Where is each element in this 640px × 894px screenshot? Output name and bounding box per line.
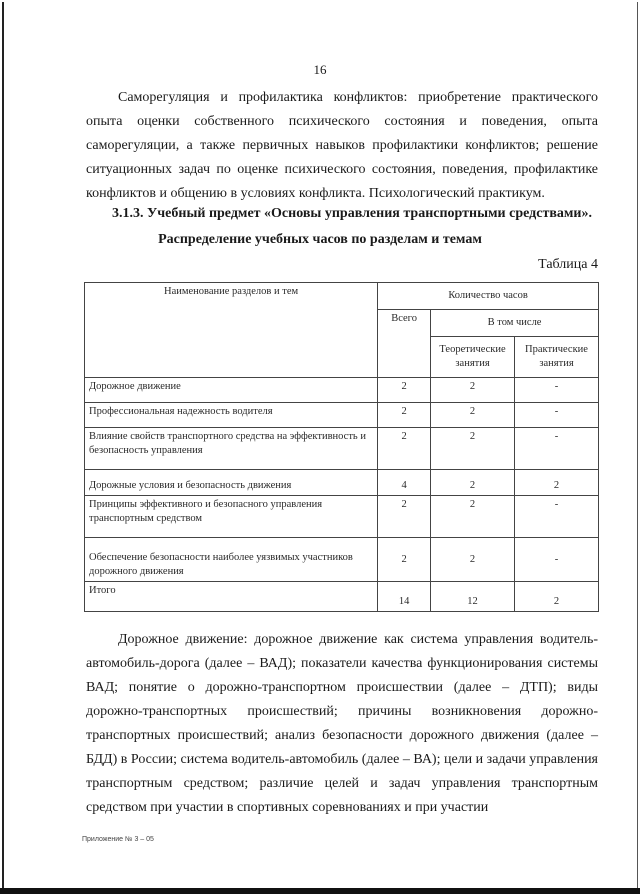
table-total-row [85,582,599,612]
table-row [85,428,599,470]
total-row-practice: 2 [515,582,599,612]
row-name: Влияние свойств транспортного средства на эффективность и безопасность управления [85,428,378,470]
row-name: Профессиональная надежность водителя [85,403,378,428]
row-theory: 2 [431,496,515,538]
row-practice: 2 [515,470,599,496]
row-practice: - [515,496,599,538]
row-total: 2 [378,428,431,470]
row-total: 2 [378,378,431,403]
row-theory: 2 [431,378,515,403]
row-practice: - [515,378,599,403]
table-caption: Таблица 4 [538,257,598,272]
total-row-theory: 12 [431,582,515,612]
table-row [85,538,599,582]
row-theory: 2 [431,538,515,582]
row-total: 2 [378,538,431,582]
header-theory: Теоретические занятия [431,337,515,378]
total-row-name: Итого [85,582,378,612]
row-total: 2 [378,496,431,538]
row-name: Дорожные условия и безопасность движения [85,470,378,496]
row-name: Обеспечение безопасности наиболее уязвимых участников дорожного движения [85,538,378,582]
row-total: 4 [378,470,431,496]
row-name: Принципы эффективного и безопасного управления транспортным средством [85,496,378,538]
intro-paragraph: Саморегуляция и профилактика конфликтов: приобретение практического опыта оценки собственного психического состояния и поведения, опыта саморегуляции, а также первичных навыков профилактики конфликтов; решение ситуационных задач по оценке психического состояния, поведения, профилактике конфликтов и общению в условиях конфликта. Психологический практикум. [86,90,598,201]
table-row [85,470,599,496]
table-title: Распределение учебных часов по разделам и темам [158,232,482,247]
hours-table [84,282,599,612]
table-row [85,403,599,428]
scan-edge [0,888,640,894]
subsection-heading: 3.1.3. Учебный предмет «Основы управления транспортными средствами». [112,206,592,221]
table-header-row [85,283,599,310]
row-name: Дорожное движение [85,378,378,403]
row-theory: 2 [431,428,515,470]
row-theory: 2 [431,470,515,496]
total-row-total: 14 [378,582,431,612]
footer-note: Приложение № 3 – 05 [82,836,154,843]
header-practice: Практические занятия [515,337,599,378]
table-row [85,496,599,538]
table-row [85,378,599,403]
row-total: 2 [378,403,431,428]
header-total: Всего [378,310,431,378]
row-practice: - [515,403,599,428]
row-theory: 2 [431,403,515,428]
header-hours-count: Количество часов [378,283,599,310]
body-paragraph: Дорожное движение: дорожное движение как система управления водитель-автомобиль-дорога (далее – ВАД); показатели качества функционирования системы ВАД; понятие о дорожно-транспортном происшествии (далее – ДТП); виды дорожно-транспортных происшествий; причины возникновения дорожно-транспортных происшествий; анализ безопасности дорожного движения (далее – БДД) в России; система водитель-автомобиль (далее – ВА); цели и задачи управления транспортным средством; различие целей и задач управления транспортным средством при участии в спортивных соревнованиях и при участии [86,632,598,815]
row-practice: - [515,538,599,582]
header-section-name: Наименование разделов и тем [85,283,378,378]
header-including: В том числе [431,310,599,337]
page-number: 16 [313,62,327,77]
row-practice: - [515,428,599,470]
